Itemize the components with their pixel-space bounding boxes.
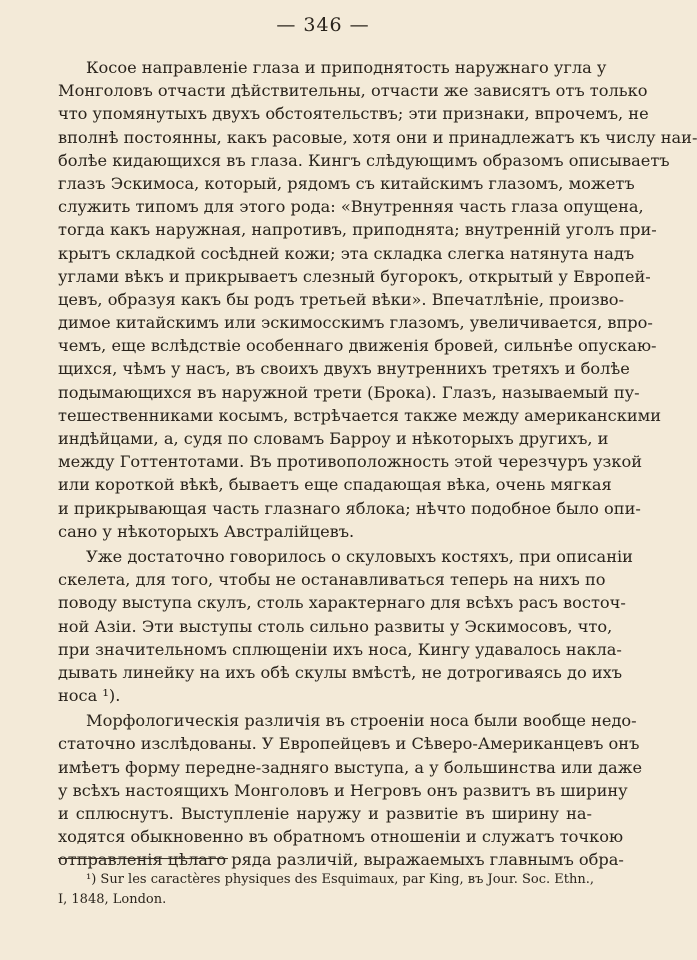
text-line: Косое направленіе глаза и приподнятость наружнаго угла у xyxy=(86,58,607,77)
text-line: имѣетъ форму передне-задняго выступа, а у большинства или даже xyxy=(58,757,643,777)
text-line: ной Азіи. Эти выступы столь сильно развиты у Эскимосовъ, что, xyxy=(58,616,613,636)
footnote-line: ¹) Sur les caractères physiques des Esquimaux, par King, въ Jour. Soc. Ethn., xyxy=(86,872,594,887)
text-line: щихся, чѣмъ у насъ, въ своихъ двухъ внутреннихъ третяхъ и болѣе xyxy=(58,359,630,379)
text-line: тешественниками косымъ, встрѣчается также между американскими xyxy=(58,405,662,425)
text-line: тогда какъ наружная, напротивъ, приподнята; внутренній уголъ при- xyxy=(58,220,657,240)
text-line: отправленія цѣлаго ряда различій, выражаемыхъ главнымъ обра- xyxy=(58,850,624,870)
text-line: при значительномъ сплющеніи ихъ носа, Кингу удавалось накла- xyxy=(58,639,622,659)
footnote-divider xyxy=(58,858,228,859)
text-line: глазъ Эскимоса, который, рядомъ съ китайскимъ глазомъ, можетъ xyxy=(58,173,635,193)
paragraph-nose xyxy=(58,709,643,871)
text-line: и сплюснутъ. Выступленіе наружу и развитіе въ ширину на- xyxy=(58,804,592,823)
page-number: — 346 — xyxy=(276,14,370,36)
text-line: и прикрывающая часть глазнаго яблока; нѣчто подобное было опи- xyxy=(58,498,641,518)
text-line: Монголовъ отчасти дѣйствительны, отчасти же зависятъ отъ только xyxy=(58,81,648,101)
footnote-line: I, 1848, London. xyxy=(58,892,167,907)
text-line: вполнѣ постоянны, какъ расовые, хотя они и принадлежатъ къ числу наи- xyxy=(58,127,697,147)
main-text xyxy=(58,56,697,872)
text-line: или короткой вѣкѣ, бываетъ еще спадающая вѣка, очень мягкая xyxy=(58,475,612,495)
text-line: скелета, для того, чтобы не останавливаться теперь на нихъ по xyxy=(58,570,606,590)
text-line: дывать линейку на ихъ обѣ скулы вмѣстѣ, не дотрогиваясь до ихъ xyxy=(58,662,623,682)
paragraph-cheekbones xyxy=(58,545,633,707)
text-line: крытъ складкой сосѣдней кожи; эта складка слегка натянута надъ xyxy=(58,243,635,263)
text-line: болѣе кидающихся въ глаза. Кингъ слѣдующимъ образомъ описываетъ xyxy=(58,150,670,170)
text-line: поводу выступа скулъ, столь характернаго для всѣхъ расъ восточ- xyxy=(58,593,626,613)
text-line: носа ¹). xyxy=(58,686,121,706)
text-line: статочно изслѣдованы. У Европейцевъ и Сѣверо-Американцевъ онъ xyxy=(58,734,640,754)
text-line: ходятся обыкновенно въ обратномъ отношеніи и служатъ точкою xyxy=(58,827,624,847)
text-line: сано у нѣкоторыхъ Австралійцевъ. xyxy=(58,521,355,541)
text-line: димое китайскимъ или эскимосскимъ глазомъ, увеличивается, впро- xyxy=(58,313,653,333)
text-line: углами вѣкъ и прикрываетъ слезный бугорокъ, открытый у Европей- xyxy=(58,266,651,286)
text-line: Уже достаточно говорилось о скуловыхъ костяхъ, при описаніи xyxy=(86,546,633,566)
text-line: подымающихся въ наружной трети (Брока). Глазъ, называемый пу- xyxy=(58,382,640,402)
text-line: чемъ, еще вслѣдствіе особеннаго движенія бровей, сильнѣе опускаю- xyxy=(58,336,657,356)
text-line: Морфологическія различія въ строеніи носа были вообще недо- xyxy=(86,711,637,731)
text-line: цевъ, образуя какъ бы родъ третьей вѣки». Впечатлѣніе, произво- xyxy=(58,289,624,309)
text-line: что упомянутыхъ двухъ обстоятельствъ; эти признаки, впрочемъ, не xyxy=(58,104,649,124)
text-line: у всѣхъ настоящихъ Монголовъ и Негровъ онъ развитъ въ ширину xyxy=(58,780,628,800)
text-line: индѣйцами, а, судя по словамъ Барроу и нѣкоторыхъ другихъ, и xyxy=(58,429,609,448)
text-line: служить типомъ для этого рода: «Внутренняя часть глаза опущена, xyxy=(58,197,644,217)
text-line: между Готтентотами. Въ противоположность этой черезчуръ узкой xyxy=(58,452,643,472)
paragraph-eye-shape xyxy=(58,56,697,543)
footnote xyxy=(58,870,592,910)
